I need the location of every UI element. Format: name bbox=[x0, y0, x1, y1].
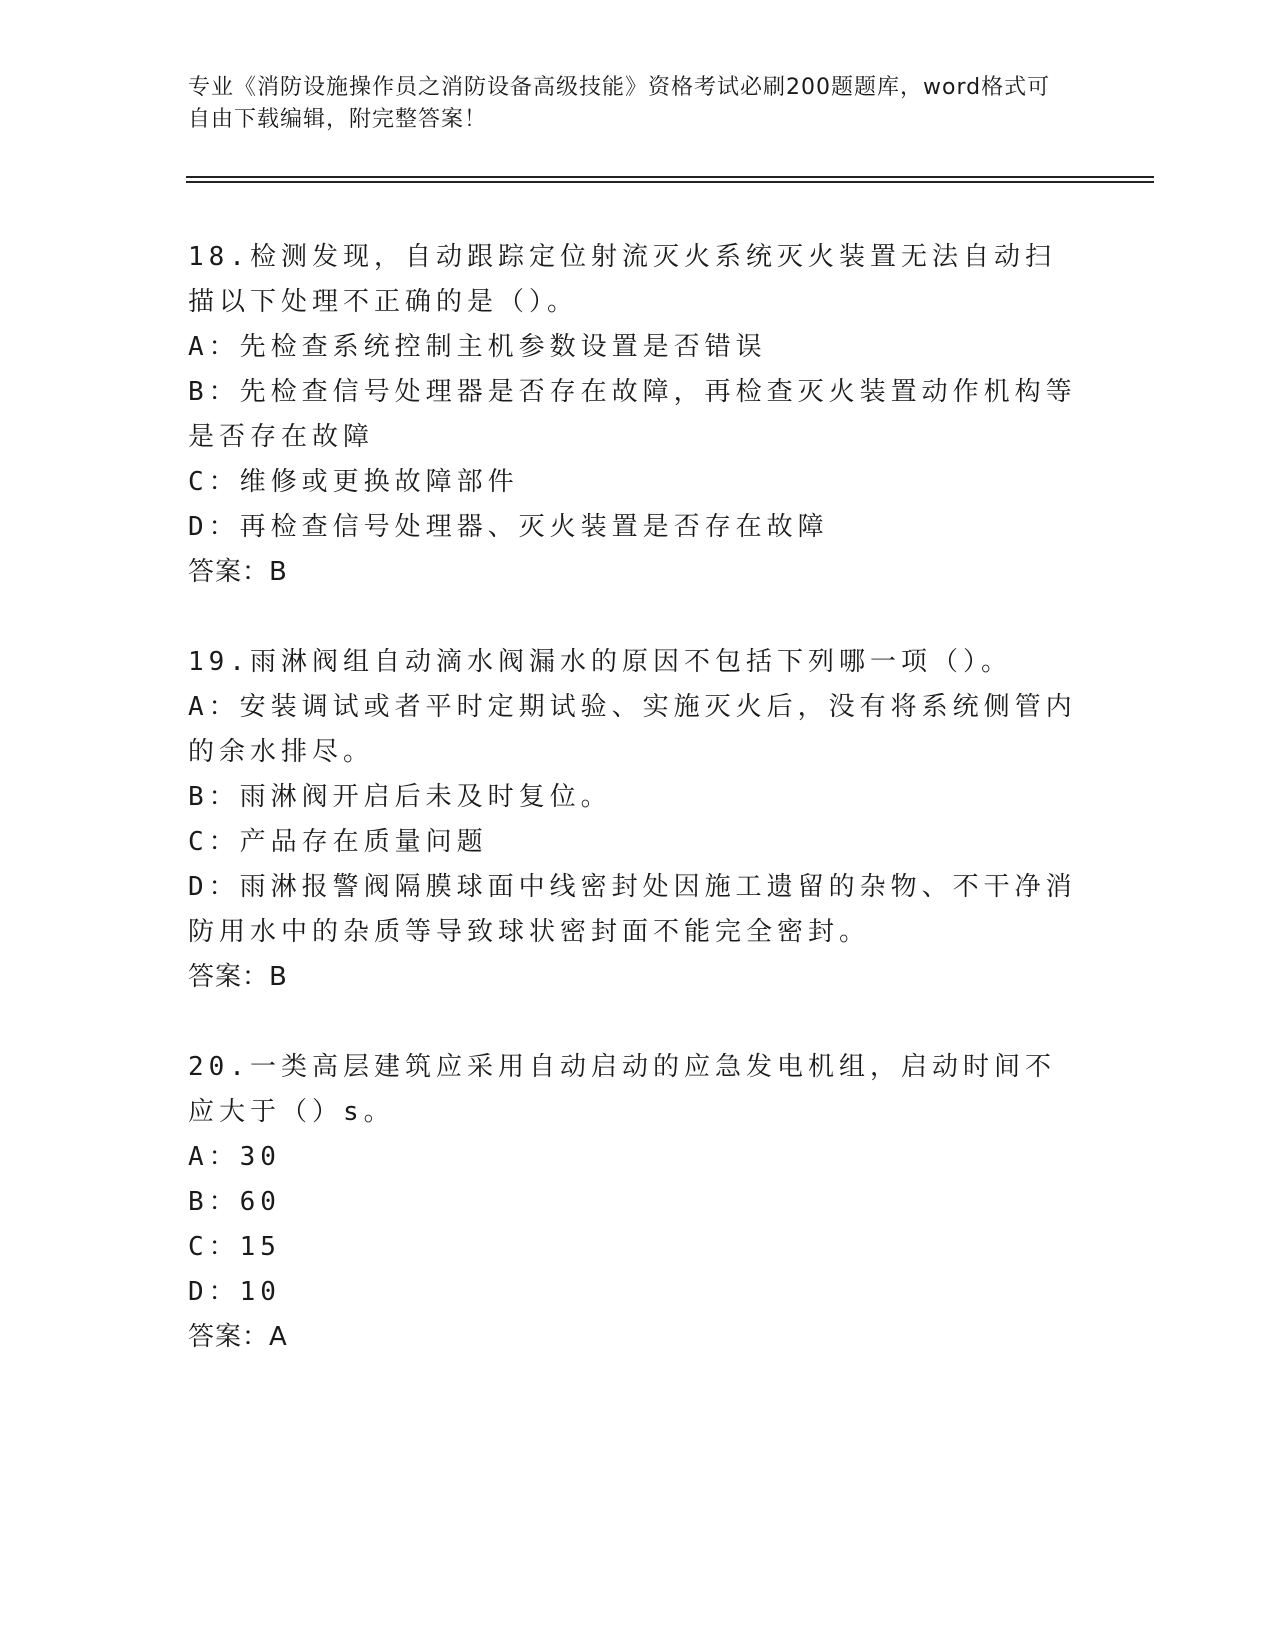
header-divider-bottom bbox=[186, 181, 1154, 183]
document-header: 专业《消防设施操作员之消防设备高级技能》资格考试必刷200题题库，word格式可自由下载编辑，附完整答案！ bbox=[188, 75, 1051, 132]
question-19 bbox=[188, 640, 1078, 1000]
option-b: B：先检查信号处理器是否存在故障，再检查灭火装置动作机构等是否存在故障 bbox=[188, 377, 1077, 452]
option-a: A：先检查系统控制主机参数设置是否错误 bbox=[188, 332, 767, 362]
option-a: A：安装调试或者平时定期试验、实施灭火后，没有将系统侧管内的余水排尽。 bbox=[188, 692, 1077, 767]
option-c: C：产品存在质量问题 bbox=[188, 827, 488, 857]
option-d: D：雨淋报警阀隔膜球面中线密封处因施工遗留的杂物、不干净消防用水中的杂质等导致球状密封面不能完全密封。 bbox=[188, 872, 1077, 947]
option-b: B：60 bbox=[188, 1187, 281, 1217]
header-divider-top bbox=[186, 176, 1154, 178]
question-18 bbox=[188, 235, 1078, 595]
option-c: C：15 bbox=[188, 1232, 281, 1262]
question-stem: 19.雨淋阀组自动滴水阀漏水的原因不包括下列哪一项（）。 bbox=[188, 647, 1012, 677]
question-stem: 18.检测发现，自动跟踪定位射流灭火系统灭火装置无法自动扫描以下处理不正确的是（）。 bbox=[188, 242, 1056, 317]
answer-text: 答案：A bbox=[188, 1322, 288, 1352]
question-20 bbox=[188, 1045, 1078, 1360]
question-list bbox=[188, 235, 1078, 1405]
answer-text: 答案：B bbox=[188, 962, 288, 992]
option-b: B：雨淋阀开启后未及时复位。 bbox=[188, 782, 612, 812]
question-stem: 20.一类高层建筑应采用自动启动的应急发电机组，启动时间不应大于（）s。 bbox=[188, 1052, 1056, 1127]
option-a: A：30 bbox=[188, 1142, 281, 1172]
option-d: D：10 bbox=[188, 1277, 281, 1307]
option-c: C：维修或更换故障部件 bbox=[188, 467, 519, 497]
answer-text: 答案：B bbox=[188, 557, 288, 587]
option-d: D：再检查信号处理器、灭火装置是否存在故障 bbox=[188, 512, 829, 542]
